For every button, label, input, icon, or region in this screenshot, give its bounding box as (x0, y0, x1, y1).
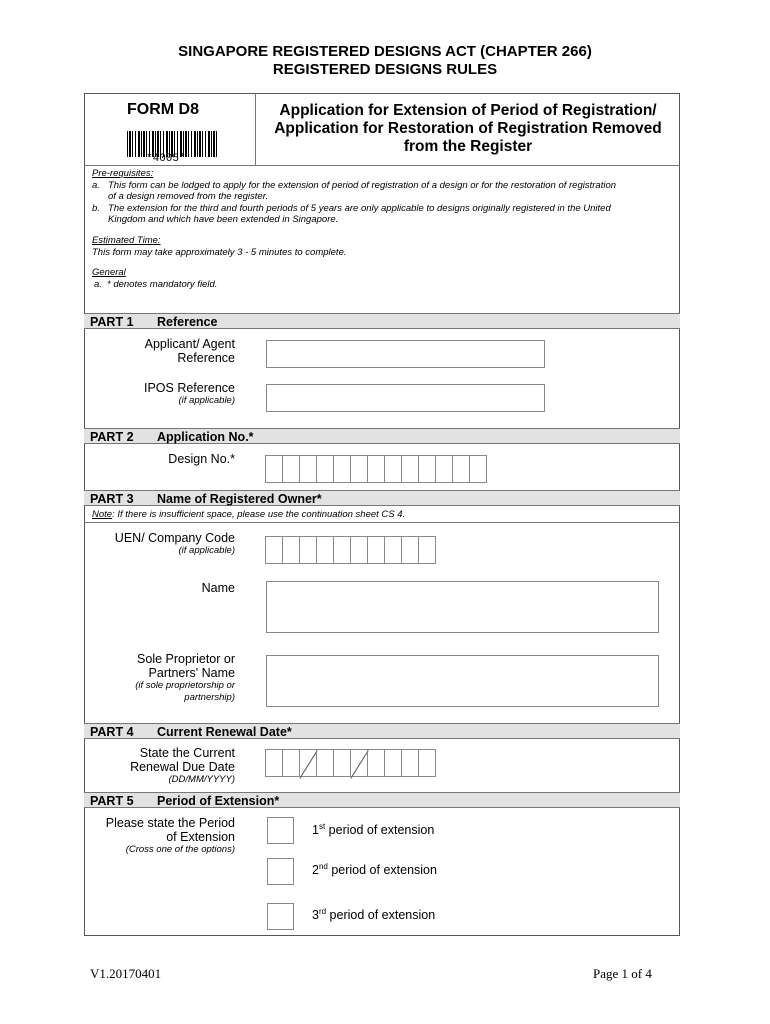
sole-proprietor-label: Sole Proprietor or Partners' Name (if sole proprietorship or partnership) (135, 652, 235, 703)
version-label: V1.20170401 (90, 966, 162, 981)
uen-label: UEN/ Company Code (if applicable) (114, 531, 235, 556)
first-period-option: 1st period of extension (312, 822, 435, 838)
header-rule (84, 165, 680, 166)
part-2-bar: PART 2 Application No.* (84, 428, 680, 444)
owner-name-field[interactable] (266, 581, 659, 633)
char-cell[interactable] (282, 455, 300, 483)
year-cell[interactable] (418, 749, 436, 777)
char-cell[interactable] (418, 536, 436, 564)
char-cell[interactable] (384, 455, 402, 483)
applicant-reference-label: Applicant/ Agent Reference (144, 337, 235, 365)
year-cell[interactable] (401, 749, 419, 777)
char-cell[interactable] (401, 536, 419, 564)
char-cell[interactable] (316, 536, 334, 564)
char-cell[interactable] (350, 455, 368, 483)
date-separator (299, 749, 317, 777)
char-cell[interactable] (401, 455, 419, 483)
renewal-date-field[interactable] (266, 749, 436, 777)
prerequisites: Pre-requisites: a. This form can be lodged to apply for the extension of period of registration of a design or for the restoration of registration of a design removed from the register. b. The extension for the third and fourth periods of 5 years are only applicable to designs originally registered in the United Kingdom and which have been extended in Singapore. (92, 168, 617, 225)
year-cell[interactable] (367, 749, 385, 777)
char-cell[interactable] (265, 536, 283, 564)
uen-field[interactable] (266, 536, 436, 564)
extension-period-label: Please state the Period of Extension (Cross one of the options) (105, 816, 235, 855)
third-period-checkbox[interactable] (267, 903, 294, 930)
part-5-bar: PART 5 Period of Extension* (84, 792, 680, 808)
design-number-field[interactable] (266, 455, 487, 483)
char-cell[interactable] (299, 455, 317, 483)
char-cell[interactable] (367, 455, 385, 483)
char-cell[interactable] (418, 455, 436, 483)
form-title: Application for Extension of Period of Registration/ Application for Restoration of Registration Removed from the Register (274, 102, 662, 155)
third-period-option: 3rd period of extension (312, 907, 436, 923)
applicant-reference-field[interactable] (266, 340, 545, 368)
ipos-reference-field[interactable] (266, 384, 545, 412)
char-cell[interactable] (316, 455, 334, 483)
part-4-bar: PART 4 Current Renewal Date* (84, 723, 680, 739)
month-cell[interactable] (316, 749, 334, 777)
barcode-text: *4005* (146, 153, 186, 165)
part-1-bar: PART 1 Reference (84, 313, 680, 329)
part-3-bar: PART 3 Name of Registered Owner* (84, 490, 680, 506)
owner-name-label: Name (201, 581, 235, 595)
act-title: SINGAPORE REGISTERED DESIGNS ACT (CHAPTER 266) (178, 43, 592, 60)
char-cell[interactable] (265, 455, 283, 483)
ipos-reference-label: IPOS Reference (if applicable) (143, 381, 235, 406)
char-cell[interactable] (435, 455, 453, 483)
sole-proprietor-field[interactable] (266, 655, 659, 707)
design-number-label: Design No.* (168, 452, 235, 466)
day-cell[interactable] (282, 749, 300, 777)
char-cell[interactable] (452, 455, 470, 483)
estimated-time: Estimated Time: This form may take approximately 3 - 5 minutes to complete. (92, 235, 347, 258)
month-cell[interactable] (333, 749, 351, 777)
note-rule (84, 522, 680, 523)
general-notes: General a. * denotes mandatory field. (92, 267, 218, 290)
day-cell[interactable] (265, 749, 283, 777)
second-period-checkbox[interactable] (267, 858, 294, 885)
char-cell[interactable] (367, 536, 385, 564)
char-cell[interactable] (333, 455, 351, 483)
part-3-note: Note: If there is insufficient space, please use the continuation sheet CS 4. (92, 509, 406, 520)
char-cell[interactable] (282, 536, 300, 564)
form-code: FORM D8 (127, 101, 199, 118)
first-period-checkbox[interactable] (267, 817, 294, 844)
char-cell[interactable] (333, 536, 351, 564)
char-cell[interactable] (350, 536, 368, 564)
year-cell[interactable] (384, 749, 402, 777)
second-period-option: 2nd period of extension (312, 862, 437, 878)
rules-title: REGISTERED DESIGNS RULES (272, 61, 498, 78)
date-separator (350, 749, 368, 777)
page-number: Page 1 of 4 (593, 966, 652, 981)
char-cell[interactable] (384, 536, 402, 564)
char-cell[interactable] (299, 536, 317, 564)
renewal-date-label: State the Current Renewal Due Date (DD/MM/YYYY) (130, 746, 235, 785)
char-cell[interactable] (469, 455, 487, 483)
